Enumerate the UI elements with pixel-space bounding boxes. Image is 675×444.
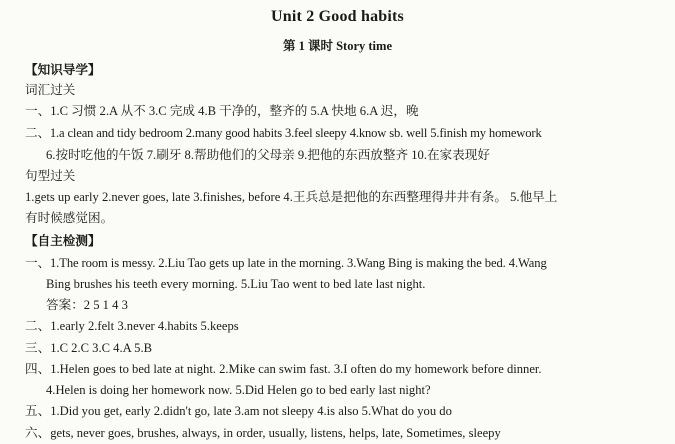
answer-line: 六、gets, never goes, brushes, always, in order, usually, listens, helps, late, Sometimes, sleepy	[25, 426, 501, 440]
lesson-subtitle: 第 1 课时 Story time	[282, 39, 392, 53]
subheading-sentences: 句型过关	[25, 169, 76, 183]
answer-line: 有时候感觉困。	[25, 211, 114, 225]
answer-line: 二、1.a clean and tidy bedroom 2.many good habits 3.feel sleepy 4.know sb. well 5.finish my homework	[25, 126, 542, 140]
answer-line: 6.按时吃他的午饭 7.刷牙 8.帮助他们的父母亲 9.把他的东西放整齐 10.在家表现好	[46, 148, 490, 162]
answer-line: 二、1.early 2.felt 3.never 4.habits 5.keeps	[25, 319, 239, 333]
answer-line: 4.Helen is doing her homework now. 5.Did Helen go to bed early last night?	[46, 383, 431, 397]
subheading-vocabulary: 词汇过关	[25, 83, 76, 97]
section-heading-self-check: 【自主检测】	[25, 234, 101, 248]
answer-line: 一、1.C 习惯 2.A 从不 3.C 完成 4.B 干净的，整齐的 5.A 快地 6.A 迟，晚	[25, 104, 419, 118]
answer-line: 三、1.C 2.C 3.C 4.A 5.B	[25, 341, 153, 355]
answer-line: 五、1.Did you get, early 2.didn't go, late 3.am not sleepy 4.is also 5.What do you do	[25, 404, 452, 418]
section-heading-knowledge: 【知识导学】	[25, 63, 101, 77]
unit-title: Unit 2 Good habits	[271, 8, 404, 25]
answer-line: 四、1.Helen goes to bed late at night. 2.Mike can swim fast. 3.I often do my homework before dinner.	[25, 362, 542, 376]
answer-key: 答案：2 5 1 4 3	[46, 298, 128, 312]
answer-line: 一、1.The room is messy. 2.Liu Tao gets up late in the morning. 3.Wang Bing is making the bed. 4.Wang	[25, 256, 547, 270]
answer-line: 1.gets up early 2.never goes, late 3.finishes, before 4.王兵总是把他的东西整理得井井有条。 5.他早上	[25, 190, 558, 204]
answer-line: Bing brushes his teeth every morning. 5.Liu Tao went to bed late last night.	[46, 277, 426, 291]
